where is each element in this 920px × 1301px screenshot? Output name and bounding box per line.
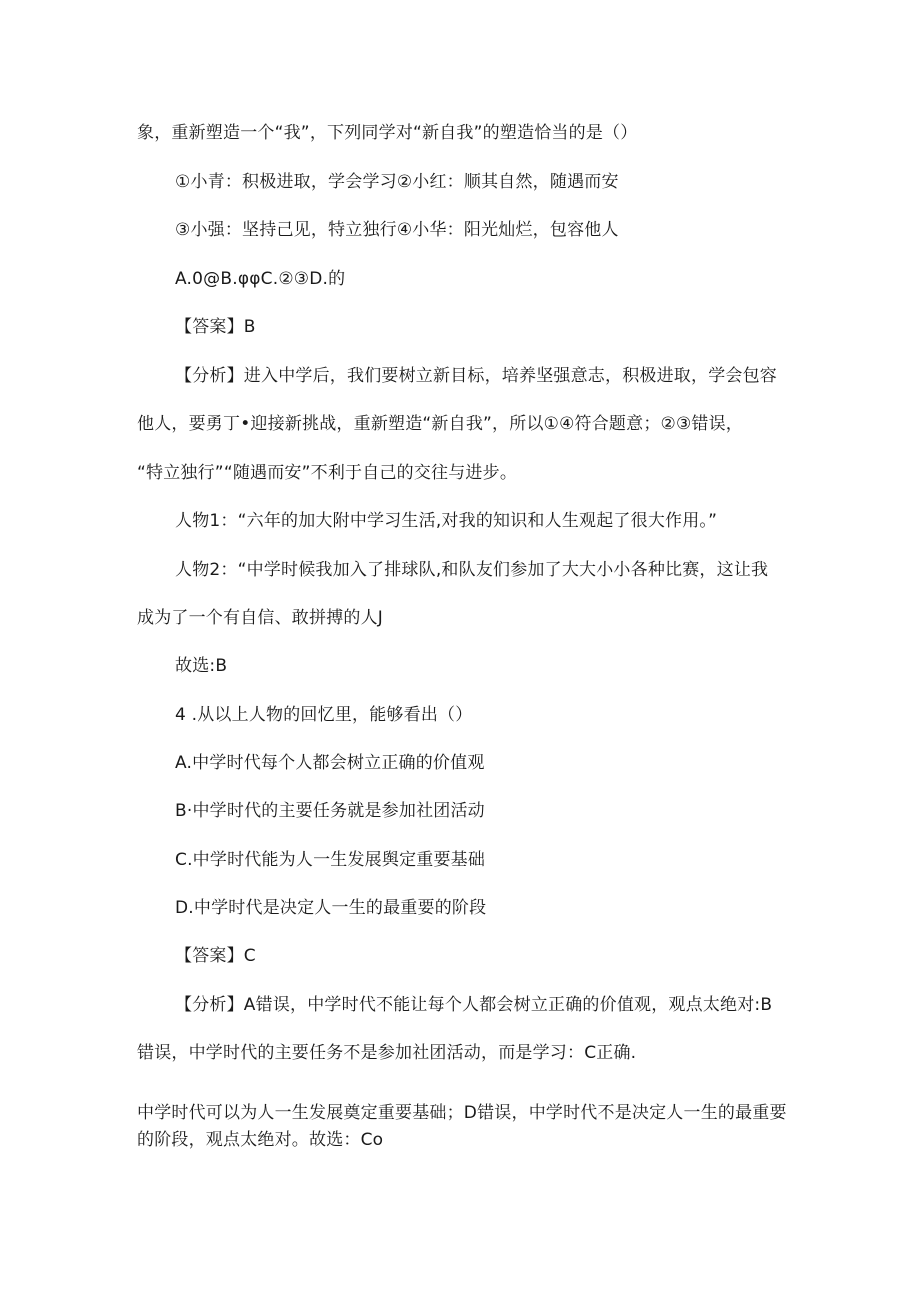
answer-options: A.0@B.φφC.②③D.的 (175, 269, 346, 289)
analysis-2-line-1: 【分析】A错误，中学时代不能让每个人都会树立正确的价值观，观点太绝对:B (175, 995, 773, 1015)
analysis-line-2: 他人，要勇丁•迎接新挑战，重新塑造“新自我”，所以①④符合题意；②③错误， (137, 414, 744, 434)
analysis-line-3: “特立独行”“随遇而安”不利于自己的交往与进步。 (137, 463, 518, 483)
option-c: C.中学时代能为人一生发展舆定重要基础 (175, 850, 486, 870)
answer-label-2: 【答案】C (175, 946, 256, 966)
person-1-quote: 人物1：“六年的加大附中学习生活,对我的知识和人生观起了很大作用。” (175, 511, 718, 531)
analysis-2-line-2: 错误，中学时代的主要任务不是参加社团活动，而是学习：C正确. (137, 1043, 637, 1063)
statement-1-2: ①小青：积极进取，学会学习②小红：顺其自然，随遇而安 (175, 172, 619, 192)
option-d: D.中学时代是决定人一生的最重要的阶段 (175, 898, 487, 918)
question-stem-continuation: 象，重新塑造一个“我”，下列同学对“新自我”的塑造恰当的是（） (137, 123, 638, 143)
person-2-quote-line-1: 人物2：“中学时候我加入了排球队,和队友们参加了大大小小各种比赛，这让我 (175, 560, 769, 580)
person-2-quote-line-2: 成为了一个有自信、敢拼搏的人J (137, 608, 384, 628)
analysis-2-line-4: 的阶段，观点太绝对。故选：Co (137, 1130, 384, 1150)
answer-label: 【答案】B (175, 317, 256, 337)
option-a: A.中学时代每个人都会树立正确的价值观 (175, 753, 485, 773)
analysis-2-line-3: 中学时代可以为人一生发展奠定重要基础；D错误，中学时代不是决定人一生的最重要 (137, 1103, 787, 1123)
statement-3-4: ③小强：坚持己见，特立独行④小华：阳光灿烂，包容他人 (175, 220, 619, 240)
question-4-stem: 4 .从以上人物的回忆里，能够看出（） (175, 705, 473, 725)
analysis-line-1: 【分析】进入中学后，我们要树立新目标，培养坚强意志，积极进取，学会包容 (175, 366, 777, 386)
choice-result: 故选:B (175, 656, 228, 676)
option-b: B·中学时代的主要任务就是参加社团活动 (175, 801, 485, 821)
